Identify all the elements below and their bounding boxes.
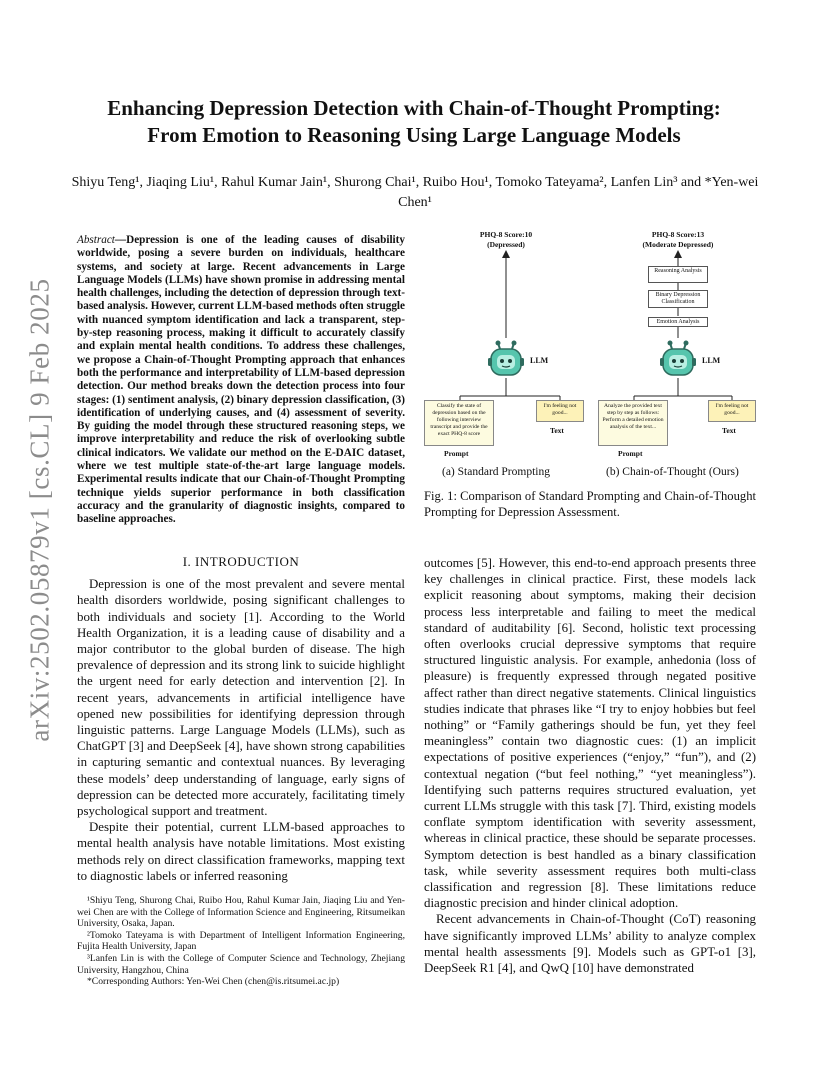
text-box-b: I'm feeling not good... — [708, 400, 756, 422]
step-reasoning-analysis: Reasoning Analysis — [648, 266, 708, 283]
footnote: *Corresponding Authors: Yen-Wei Chen (chen@is.ritsumei.ac.jp) — [87, 976, 340, 988]
llm-label-a: LLM — [530, 356, 549, 365]
abstract-text: —Depression is one of the leading causes of disability worldwide, posing a severe burden on individuals, healthcare systems, and society at large. Recent advancements in Large Language Models (LLMs) have shown promise in addressing mental health challenges, including the detection of depression through text-based analysis. However, current LLM-based methods often struggle with nuanced symptom identification and lack a transparent, step-by-step reasoning process, making it difficult to accurately classify and explain mental health conditions. To address these challenges, we propose a Chain-of-Thought Prompting approach that enhances both the performance and interpretability of LLM-based depression detection. Our method breaks down the detection process into four stages: (1) sentiment analysis, (2) binary depression classification, (3) identification of underlying causes, and (4) assessment of severity. By guiding the model through these structured reasoning steps, we improve interpretability and reduce the risk of overlooking subtle clinical indicators. We validate our method on the E-DAIC dataset, where we test multiple state-of-the-art large language models. Experimental results indicate that our Chain-of-Thought Prompting technique yields superior performance in both classification accuracy and the granularity of diagnostic insights, compared to baseline approaches. — [77, 234, 405, 526]
abstract — [77, 234, 405, 527]
prompt-label-a: Prompt — [444, 449, 469, 458]
robot-icon — [488, 340, 524, 380]
footnote: ¹Shiyu Teng, Shurong Chai, Ruibo Hou, Rahul Kumar Jain, Jiaqing Liu and Yen-wei Chen are with the College of Information Science and Engineering, Ritsumeikan University, Osaka, Japan. — [77, 895, 405, 930]
figure-1 — [426, 226, 756, 490]
abstract-label: Abstract — [77, 234, 115, 246]
paragraph: Despite their potential, current LLM-based approaches to mental health analysis have notable limitations. Most existing methods rely on direct classification frameworks, mapping text to diagnostic labels or inferred reasoning — [77, 820, 405, 883]
author-list: Shiyu Teng¹, Jiaqing Liu¹, Rahul Kumar Jain¹, Shurong Chai¹, Ruibo Hou¹, Tomoko Tateyama², Lanfen Lin³ and *Yen-wei Chen¹ — [71, 175, 759, 210]
score-label-a: PHQ-8 Score:10 — [479, 230, 533, 239]
prompt-box-a: Classify the state of depression based on the following interview transcript and provide the exact PHQ-8 score — [424, 400, 494, 446]
score-label-b: PHQ-8 Score:13 — [651, 230, 705, 239]
introduction-section — [77, 548, 405, 884]
footnotes — [77, 895, 405, 988]
state-label-b: (Moderate Depressed) — [642, 240, 714, 249]
paper-title: Enhancing Depression Detection with Chain-of-Thought Prompting: From Emotion to Reasoning Using Large Language Models — [107, 96, 721, 147]
step-emotion-analysis: Emotion Analysis — [648, 317, 708, 327]
state-label-a: (Depressed) — [487, 240, 525, 249]
text-box-a: I'm feeling not good... — [536, 400, 584, 422]
prompt-box-b: Analyze the provided text step by step as follows: Perform a detailed emotion analysis of the text... — [598, 400, 668, 446]
subcaption-a: (a) Standard Prompting — [442, 466, 550, 478]
right-column-text — [424, 555, 756, 976]
section-heading: I. INTRODUCTION — [182, 554, 300, 569]
text-label-b: Text — [722, 426, 736, 435]
robot-icon — [660, 340, 696, 380]
figure-caption: Fig. 1: Comparison of Standard Prompting and Chain-of-Thought Prompting for Depression Assessment. — [424, 489, 756, 519]
text-label-a: Text — [550, 426, 564, 435]
prompt-label-b: Prompt — [618, 449, 643, 458]
step-binary-classification: Binary Depression Classification — [648, 290, 708, 308]
subcaption-b: (b) Chain-of-Thought (Ours) — [606, 466, 739, 478]
footnote: ³Lanfen Lin is with the College of Computer Science and Technology, Zhejiang University, Hangzhou, China — [77, 952, 405, 976]
footnote: ²Tomoko Tateyama is with Department of Intelligent Information Engineering, Fujita Health University, Japan — [77, 929, 405, 953]
arxiv-sidebar — [20, 278, 60, 742]
arxiv-identifier: arXiv:2502.05879v1 [cs.CL] 9 Feb 2025 — [24, 278, 55, 742]
paragraph: outcomes [5]. However, this end-to-end approach presents three key challenges in clinical practice. First, these models lack explicit reasoning about symptoms, making their decision process less interpretable and failing to meet the medical standard of auditability [6]. Second, holistic text processing often overlooks crucial depressive symptoms that require structured linguistic analysis. For example, anhedonia (loss of pleasure) is frequently expressed through negated positive affect rather than direct negative statements. Clinical linguistics studies indicate that phrases like “I try to enjoy hobbies but feel nothing” or “Family gatherings should be fun, yet they feel meaningless” contain two diagnostic cues: (1) an implicit expectations of positive experiences (“enjoy,” “fun”), and (2) contextual negation (“but feel nothing,” “yet meaningless”). Identifying such patterns requires structured evaluation, yet current LLMs struggle with this task [7]. Third, existing models conflate symptom identification with severity assessment, whereas in clinical practice, these should be separate processes. Symptom detection is best handled as a binary classification task, while severity assessment requires both multi-class classification and regression [8]. These limitations reduce diagnostic precision and hinder clinical adoption. — [424, 556, 756, 911]
llm-label-b: LLM — [702, 356, 721, 365]
paragraph: Recent advancements in Chain-of-Thought (CoT) reasoning have significantly improved LLMs’ ability to analyze complex mental health assessments [9]. Models such as GPT-o1 [3], DeepSeek R1 [4], and QwQ [10] have demonstrated — [424, 912, 756, 976]
paragraph: Depression is one of the most prevalent and severe mental health disorders worldwide, posing significant challenges to both individuals and society [1]. According to the World Health Organization, it is a leading cause of disability and a major contributor to the global burden of disease. The high prevalence of depression and its strong link to suicide highlight the urgent need for early detection and intervention [2]. In recent years, advancements in artificial intelligence have opened new possibilities for identifying depression through linguistic patterns. Large Language Models (LLMs), such as ChatGPT [3] and DeepSeek [4], have shown strong capabilities in capturing semantic and contextual nuances. By leveraging these models’ deep understanding of language, early signs of depression can be detected more accurately, facilitating timely psychological support and treatment. — [77, 577, 405, 819]
